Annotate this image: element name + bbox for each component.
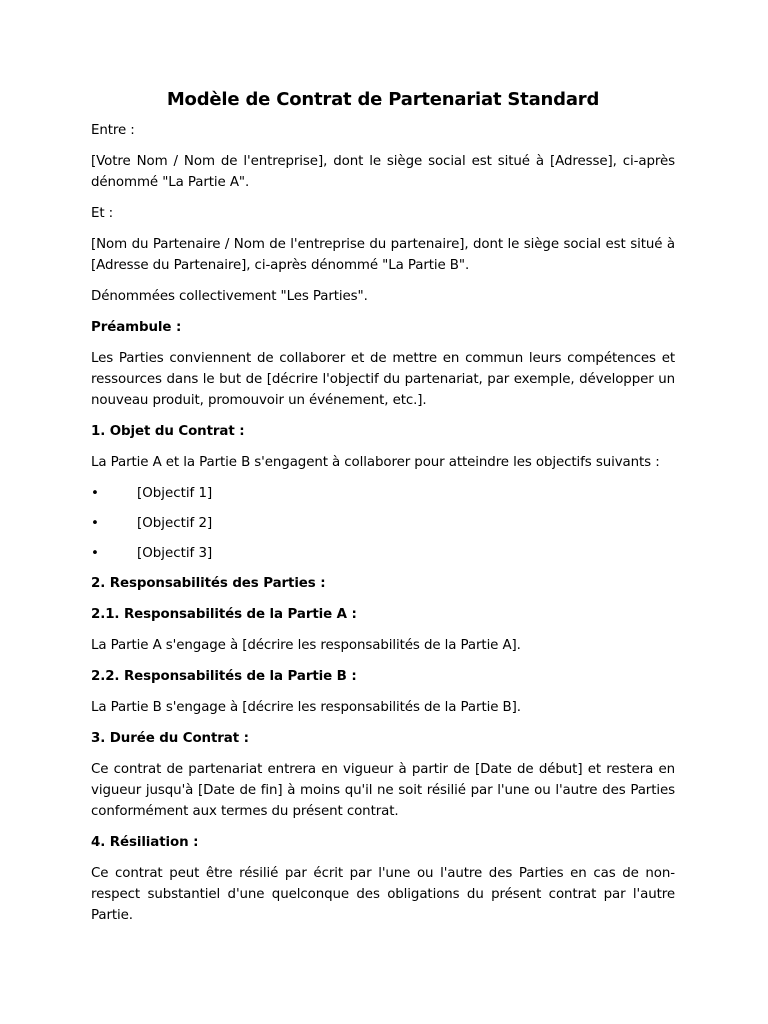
section-2-1-paragraph: La Partie A s'engage à [décrire les responsabilités de la Partie A]. [91, 638, 521, 653]
list-item [91, 483, 675, 504]
section-2-heading: 2. Responsabilités des Parties : [91, 576, 326, 591]
section-4-heading: 4. Résiliation : [91, 835, 199, 850]
bullet-icon: • [91, 516, 99, 531]
section-2-2-heading: 2.2. Responsabilités de la Partie B : [91, 669, 357, 684]
list-item [91, 543, 675, 564]
preamble-paragraph: Les Parties conviennent de collaborer et de mettre en commun leurs compétences et ressources dans le but de [décrire l'objectif du partenariat, par exemple, développer un nouveau produit, promouvoir un événement, etc.]. [91, 351, 675, 408]
objectives-list [91, 483, 675, 564]
and-label: Et : [91, 206, 114, 221]
party-a-paragraph: [Votre Nom / Nom de l'entreprise], dont le siège social est situé à [Adresse], ci-après dénommé "La Partie A". [91, 154, 675, 190]
section-1-paragraph: La Partie A et la Partie B s'engagent à collaborer pour atteindre les objectifs suivants : [91, 455, 660, 470]
objective-text: [Objectif 2] [137, 516, 213, 531]
bullet-icon: • [91, 546, 99, 561]
list-item [91, 513, 675, 534]
document-title: Modèle de Contrat de Partenariat Standard [166, 89, 600, 110]
objective-text: [Objectif 1] [137, 486, 213, 501]
section-2-2-paragraph: La Partie B s'engage à [décrire les responsabilités de la Partie B]. [91, 700, 521, 715]
preamble-heading: Préambule : [91, 320, 182, 335]
objective-text: [Objectif 3] [137, 546, 213, 561]
between-label: Entre : [91, 123, 135, 138]
bullet-icon: • [91, 486, 99, 501]
collectively-paragraph: Dénommées collectivement "Les Parties". [91, 289, 368, 304]
party-b-paragraph: [Nom du Partenaire / Nom de l'entreprise du partenaire], dont le siège social est situé à [Adresse du Partenaire], ci-après dénommé "La Partie B". [91, 237, 675, 273]
section-4-paragraph: Ce contrat peut être résilié par écrit par l'une ou l'autre des Parties en cas de non-respect substantiel d'une quelconque des obligations du présent contrat par l'autre Partie. [91, 866, 675, 923]
section-3-heading: 3. Durée du Contrat : [91, 731, 249, 746]
section-1-heading: 1. Objet du Contrat : [91, 424, 245, 439]
section-2-1-heading: 2.1. Responsabilités de la Partie A : [91, 607, 357, 622]
section-3-paragraph: Ce contrat de partenariat entrera en vigueur à partir de [Date de début] et restera en vigueur jusqu'à [Date de fin] à moins qu'il ne soit résilié par l'une ou l'autre des Parties conformément aux termes du présent contrat. [91, 762, 675, 819]
